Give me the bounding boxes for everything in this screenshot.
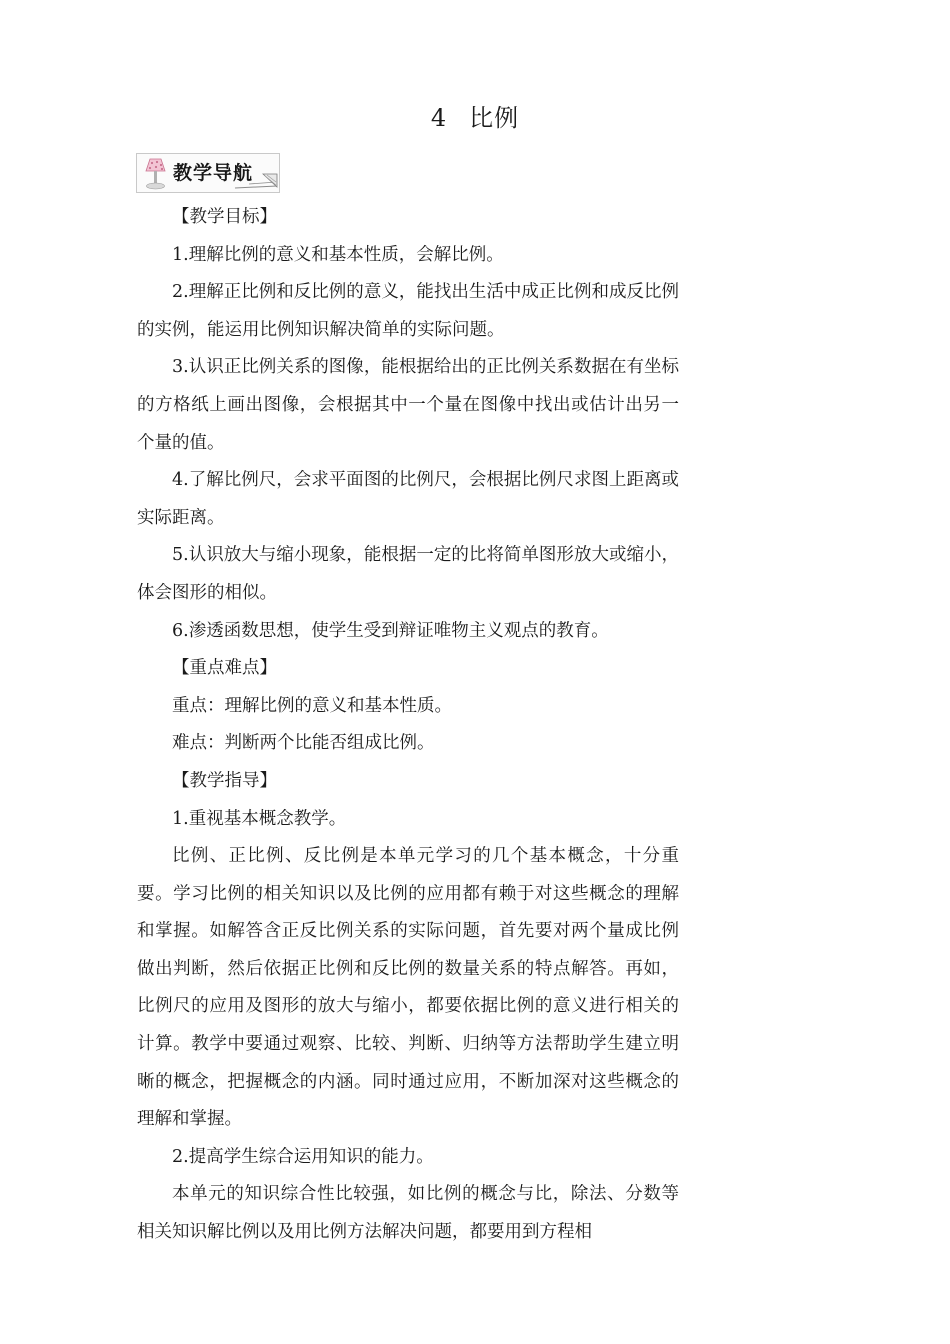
paragraph: 3.认识正比例关系的图像，能根据给出的正比例关系数据在有坐标的方格纸上画出图像，会根据其中一个量在图像中找出或估计出另一个量的值。	[137, 357, 679, 453]
paragraph: 2.提高学生综合运用知识的能力。	[172, 1146, 434, 1167]
paragraph: 1.理解比例的意义和基本性质，会解比例。	[172, 244, 504, 265]
badge-label: 教学导航	[173, 162, 254, 184]
paragraph: 2.理解正比例和反比例的意义，能找出生活中成正比例和成反比例的实例，能运用比例知识解决简单的实际问题。	[137, 282, 679, 340]
paragraph: 重点：理解比例的意义和基本性质。	[172, 695, 452, 716]
paragraph: 比例、正比例、反比例是本单元学习的几个基本概念，十分重要。学习比例的相关知识以及比例的应用都有赖于对这些概念的理解和掌握。如解答含正反比例关系的实际问题，首先要对两个量成比例做出判断，然后依据正比例和反比例的数量关系的特点解答。再如，比例尺的应用及图形的放大与缩小，都要依据比例的意义进行相关的计算。教学中要通过观察、比较、判断、归纳等方法帮助学生建立明晰的概念，把握概念的内涵。同时通过应用，不断加深对这些概念的理解和掌握。	[137, 846, 679, 1130]
paragraph: 6.渗透函数思想，使学生受到辩证唯物主义观点的教育。	[172, 620, 609, 641]
paragraph: 难点：判断两个比能否组成比例。	[172, 733, 435, 754]
paragraph: 5.认识放大与缩小现象，能根据一定的比将简单图形放大或缩小，体会图形的相似。	[137, 545, 679, 603]
paragraph: 4.了解比例尺，会求平面图的比例尺，会根据比例尺求图上距离或实际距离。	[137, 470, 679, 528]
document-body	[137, 199, 679, 1252]
paragraph: 【重点难点】	[172, 658, 277, 679]
paragraph: 【教学指导】	[172, 770, 277, 791]
title-number: 4	[430, 104, 448, 132]
section-badge	[136, 153, 280, 193]
paragraph: 1.重视基本概念教学。	[172, 808, 347, 829]
title-text: 比例	[469, 104, 520, 132]
paragraph: 【教学目标】	[172, 207, 277, 227]
page-title	[0, 100, 950, 136]
paragraph: 本单元的知识综合性比较强，如比例的概念与比，除法、分数等相关知识解比例以及用比例方法解决问题，都要用到方程相	[137, 1184, 679, 1243]
